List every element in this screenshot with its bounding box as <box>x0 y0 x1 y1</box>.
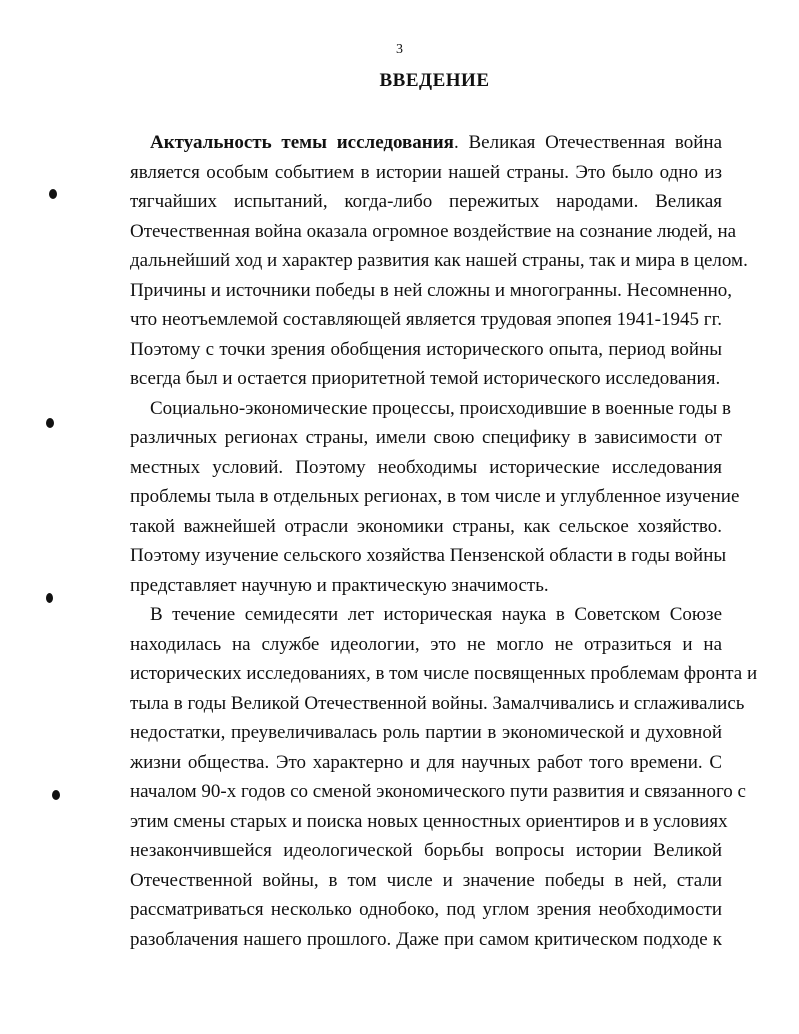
paragraph-line: рассматриваться несколько однобоко, под углом зрения необходимости <box>130 899 722 920</box>
paragraph-line: тягчайших испытаний, когда-либо пережитых народами. Великая <box>130 191 722 212</box>
paragraph-line: Поэтому с точки зрения обобщения исторического опыта, период войны <box>130 338 722 360</box>
paragraph-line: В течение семидесяти лет историческая наука в Советском Союзе <box>150 604 722 625</box>
paragraph-line: представляет научную и практическую значимость. <box>130 574 549 596</box>
paragraph-line: проблемы тыла в отдельных регионах, в том числе и углубленное изучение <box>130 486 740 507</box>
paragraph-line: Отечественной войны, в том числе и значение победы в ней, стали <box>130 869 722 891</box>
paragraph-relevance <box>130 128 748 394</box>
paragraph-line: тыла в годы Великой Отечественной войны. Замалчивались и сглаживались <box>130 692 745 714</box>
paragraph-line: находилась на службе идеологии, это не могло не отразиться и на <box>130 633 722 655</box>
paragraph-line: незакончившейся идеологической борьбы вопросы истории Великой <box>130 840 722 861</box>
paragraph-line: Причины и источники победы в ней сложны и многогранны. Несомненно, <box>130 279 733 301</box>
paragraph-lead: Актуальность темы исследования <box>150 132 454 153</box>
paragraph-line: этим смены старых и поиска новых ценностных ориентиров и в условиях <box>130 810 728 832</box>
paragraph-line: всегда был и остается приоритетной темой исторического исследования. <box>130 368 721 389</box>
paragraph-line: Социально-экономические процессы, происходившие в военные годы в <box>150 397 731 419</box>
paragraph-line: разоблачения нашего прошлого. Даже при самом критическом подходе к <box>130 928 722 950</box>
paragraph-socioeconomic <box>130 394 740 601</box>
paragraph-line: является особым событием в истории нашей страны. Это было одно из <box>130 161 722 183</box>
paragraph-line: началом 90-х годов со сменой экономического пути развития и связанного с <box>130 781 746 802</box>
paragraph-line: что неотъемлемой составляющей является трудовая эпопея 1941-1945 гг. <box>130 309 722 330</box>
paragraph-line: такой важнейшей отрасли экономики страны, как сельское хозяйство. <box>130 515 722 537</box>
page-number: 3 <box>396 42 403 57</box>
paragraph-line: местных условий. Поэтому необходимы исторические исследования <box>130 456 722 478</box>
binder-hole-mark <box>49 189 57 199</box>
paragraph-line: Поэтому изучение сельского хозяйства Пензенской области в годы войны <box>130 545 727 566</box>
paragraph-historiography <box>130 600 758 954</box>
binder-hole-mark <box>46 593 53 603</box>
paragraph-line: жизни общества. Это характерно и для научных работ того времени. С <box>130 751 722 773</box>
paragraph-line: Актуальность темы исследования. Великая Отечественная война <box>150 132 723 153</box>
paragraph-line: дальнейший ход и характер развития как нашей страны, так и мира в целом. <box>130 250 748 271</box>
paragraph-line: Отечественная война оказала огромное воздействие на сознание людей, на <box>130 220 737 242</box>
document-body <box>130 128 758 954</box>
binder-hole-mark <box>46 418 54 428</box>
binder-hole-mark <box>52 790 60 800</box>
section-heading: ВВЕДЕНИЕ <box>379 70 490 91</box>
paragraph-line: недостатки, преувеличивалась роль партии в экономической и духовной <box>130 722 722 743</box>
paragraph-line: различных регионах страны, имели свою специфику в зависимости от <box>130 427 722 448</box>
paragraph-line: исторических исследованиях, в том числе посвященных проблемам фронта и <box>130 663 758 684</box>
